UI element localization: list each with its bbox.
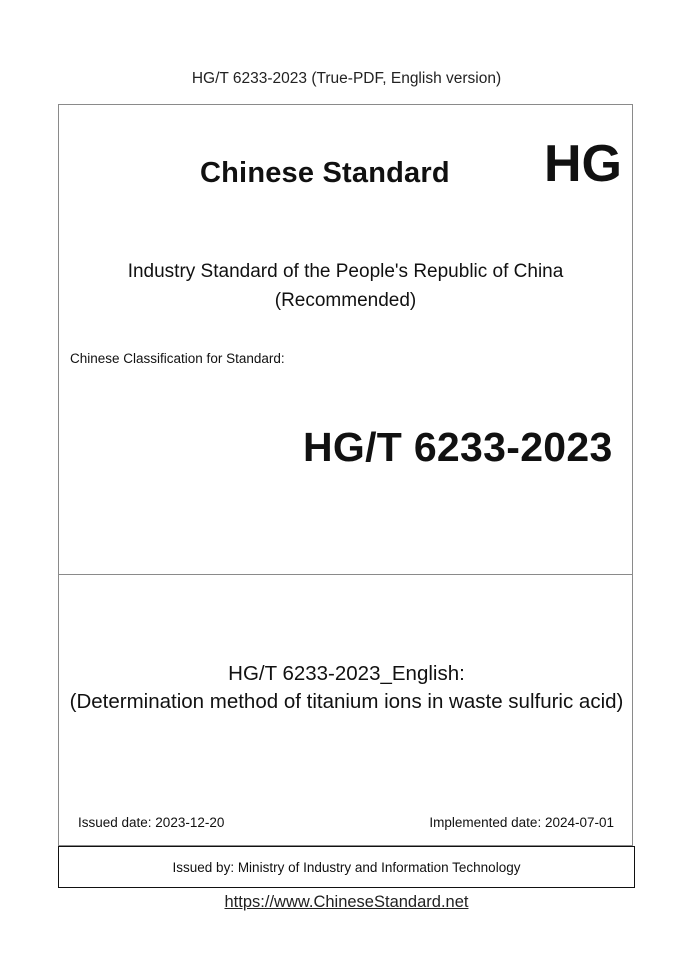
footer — [0, 893, 693, 912]
english-title-line-1: HG/T 6233-2023_English: — [228, 662, 465, 685]
industry-line-1: Industry Standard of the People's Republic of China — [127, 261, 564, 282]
industry-line-2: (Recommended) — [274, 290, 417, 311]
english-title — [58, 660, 635, 716]
document-header: HG/T 6233-2023 (True-PDF, English version) — [191, 70, 502, 87]
english-title-line-2: (Determination method of titanium ions in waste sulfuric acid) — [69, 690, 624, 713]
classification-label: Chinese Classification for Standard: — [70, 351, 285, 366]
issued-by-text: Issued by: Ministry of Industry and Information Technology — [172, 859, 521, 875]
issued-by-box — [58, 846, 635, 888]
issued-date: Issued date: 2023-12-20 — [78, 815, 225, 830]
industry-standard-title — [58, 257, 633, 315]
chinese-standard-heading: Chinese Standard — [200, 157, 450, 189]
implemented-date: Implemented date: 2024-07-01 — [429, 815, 614, 830]
standard-number: HG/T 6233-2023 — [303, 424, 613, 470]
hg-mark: HG — [544, 135, 622, 193]
website-link[interactable]: https://www.ChineseStandard.net — [224, 893, 469, 911]
